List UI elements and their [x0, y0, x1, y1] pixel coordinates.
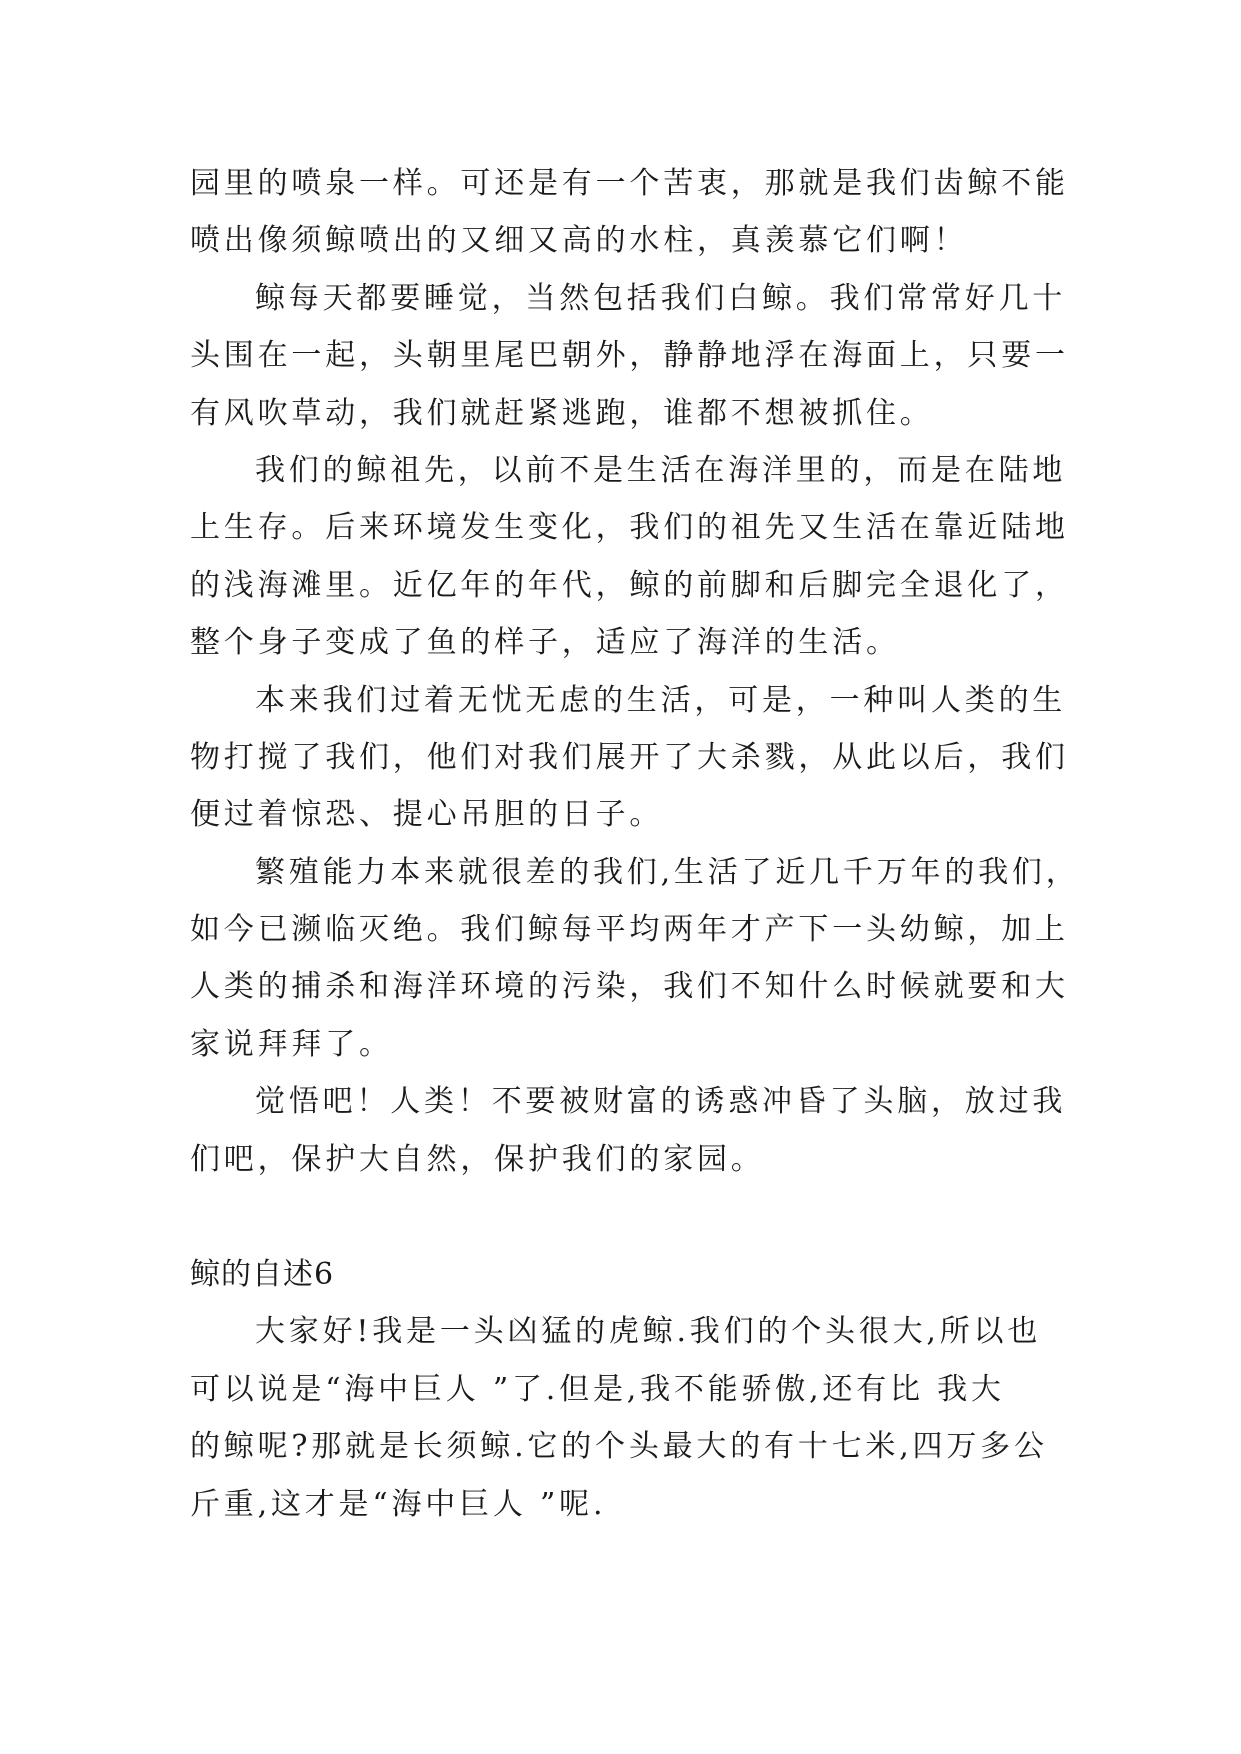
text-line: 整个身子变成了鱼的样子，适应了海洋的生活。 [190, 625, 900, 661]
paragraph [190, 1073, 1067, 1188]
section-body [190, 1303, 1050, 1533]
section-title: 鲸的自述6 [190, 1257, 335, 1293]
text-line: 有风吹草动，我们就赶紧逃跑，谁都不想被抓住。 [190, 395, 934, 431]
section-spacer [190, 1188, 1050, 1246]
text-line: 的浅海滩里。近亿年的年代，鲸的前脚和后脚完全退化了， [190, 567, 1069, 603]
text-line: 鲸每天都要睡觉，当然包括我们白鲸。我们常常好几十 [255, 280, 1067, 316]
text-line: 人类的捕杀和海洋环境的污染，我们不知什么时候就要和大 [190, 969, 1069, 1005]
essay-body [190, 155, 1080, 1188]
paragraph [190, 155, 1069, 270]
text-line: 繁殖能力本来就很差的我们,生活了近几千万年的我们， [255, 854, 1080, 890]
text-line: 们吧，保护大自然，保护我们的家园。 [190, 1141, 765, 1177]
text-line: 可以说是“海中巨人 ”了.但是,我不能骄傲,还有比 我大 [190, 1371, 1005, 1407]
paragraph [190, 1303, 1050, 1533]
text-line: 我们的鲸祖先，以前不是生活在海洋里的，而是在陆地 [255, 452, 1067, 488]
document-page [190, 155, 1080, 1533]
text-line: 斤重,这才是“海中巨人 ”呢. [190, 1486, 607, 1522]
text-line: 的鲸呢?那就是长须鲸.它的个头最大的有十七米,四万多公 [190, 1429, 1048, 1465]
text-line: 便过着惊恐、提心吊胆的日子。 [190, 797, 664, 833]
text-line: 头围在一起，头朝里尾巴朝外，静静地浮在海面上，只要一 [190, 338, 1069, 374]
paragraph [190, 442, 1069, 672]
paragraph [190, 672, 1069, 844]
text-line: 喷出像须鲸喷出的又细又高的水柱，真羡慕它们啊！ [190, 223, 968, 259]
text-line: 本来我们过着无忧无虑的生活，可是，一种叫人类的生 [255, 682, 1067, 718]
text-line: 园里的喷泉一样。可还是有一个苦衷，那就是我们齿鲸不能 [190, 166, 1069, 201]
text-line: 物打搅了我们，他们对我们展开了大杀戮，从此以后，我们 [190, 739, 1069, 775]
paragraph [190, 270, 1069, 442]
text-line: 家说拜拜了。 [190, 1026, 393, 1062]
text-line: 大家好!我是一头凶猛的虎鲸.我们的个头很大,所以也 [255, 1314, 1042, 1350]
text-line: 上生存。后来环境发生变化，我们的祖先又生活在靠近陆地 [190, 510, 1069, 546]
text-line: 如今已濒临灭绝。我们鲸每平均两年才产下一头幼鲸，加上 [190, 912, 1069, 948]
paragraph [190, 844, 1080, 1074]
text-line: 觉悟吧！人类！不要被财富的诱惑冲昏了头脑，放过我 [255, 1084, 1067, 1120]
